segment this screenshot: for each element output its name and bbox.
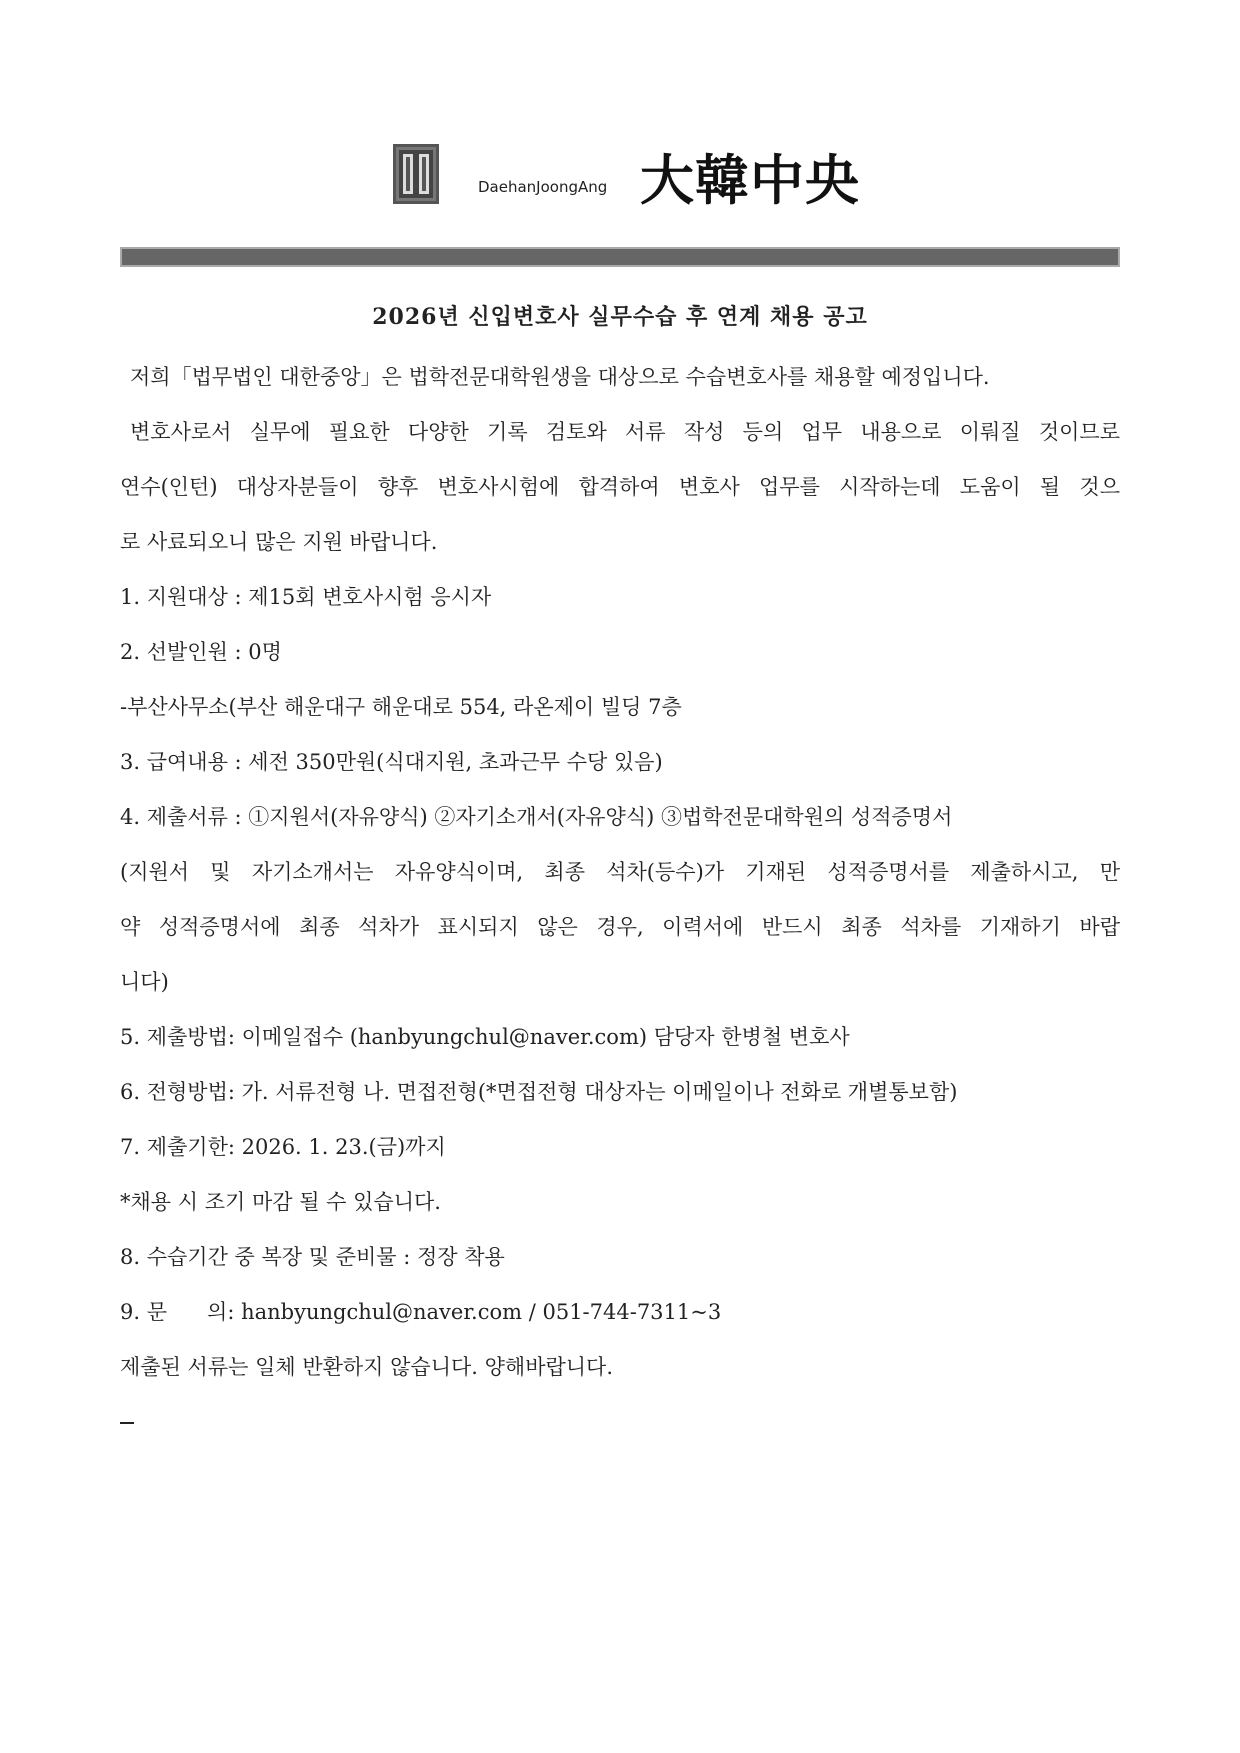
firm-logo-icon — [393, 144, 439, 204]
item-selection-method: 6. 전형방법: 가. 서류전형 나. 면접전형(*면접전형 대상자는 이메일이나 전화로 개별통보함) — [120, 1080, 958, 1104]
header-rule — [120, 247, 1120, 267]
closing-note: 제출된 서류는 일체 반환하지 않습니다. 양해바랍니다. — [120, 1355, 614, 1379]
intro-line: 저희「법무법인 대한중앙」은 법학전문대학원생을 대상으로 수습변호사를 채용할 예정입니다. — [130, 365, 990, 389]
item-documents: 4. 제출서류 : ①지원서(자유양식) ②자기소개서(자유양식) ③법학전문대학원의 성적증명서 — [120, 805, 953, 829]
item-contact: 9. 문 의: hanbyungchul@naver.com / 051-744-7311~3 — [120, 1300, 722, 1324]
item-submission-method: 5. 제출방법: 이메일접수 (hanbyungchul@naver.com) 담당자 한병철 변호사 — [120, 1025, 850, 1049]
item-headcount: 2. 선발인원 : 0명 — [120, 640, 282, 664]
item-early-close-note: *채용 시 조기 마감 될 수 있습니다. — [120, 1190, 441, 1214]
item-documents-note: 약 성적증명서에 최종 석차가 표시되지 않은 경우, 이력서에 반드시 최종 석차를 기재하기 바랍 — [120, 915, 1120, 939]
notice-body — [120, 350, 1120, 1395]
item-documents-note: (지원서 및 자기소개서는 자유양식이며, 최종 석차(등수)가 기재된 성적증명서를 제출하시고, 만 — [120, 860, 1120, 884]
item-deadline: 7. 제출기한: 2026. 1. 23.(금)까지 — [120, 1135, 446, 1159]
notice-title: 2026년 신입변호사 실무수습 후 연계 채용 공고 — [372, 304, 868, 330]
intro-line: 변호사로서 실무에 필요한 다양한 기록 검토와 서류 작성 등의 업무 내용으로 이뤄질 것이므로 — [130, 420, 1120, 444]
brand-name-en: DaehanJoongAng — [478, 178, 608, 196]
item-salary: 3. 급여내용 : 세전 350만원(식대지원, 초과근무 수당 있음) — [120, 750, 663, 774]
intro-line: 로 사료되오니 많은 지원 바랍니다. — [120, 530, 438, 554]
item-office: -부산사무소(부산 해운대구 해운대로 554, 라온제이 빌딩 7층 — [120, 695, 682, 719]
letterhead — [0, 138, 1240, 212]
item-documents-note: 니다) — [120, 970, 169, 994]
item-target: 1. 지원대상 : 제15회 변호사시험 응시자 — [120, 585, 492, 609]
item-dress-code: 8. 수습기간 중 복장 및 준비물 : 정장 착용 — [120, 1245, 505, 1269]
intro-line: 연수(인턴) 대상자분들이 향후 변호사시험에 합격하여 변호사 업무를 시작하는데 도움이 될 것으 — [120, 475, 1120, 499]
brand-name-cjk: 大韓中央 — [640, 149, 860, 212]
end-mark — [120, 1422, 134, 1424]
